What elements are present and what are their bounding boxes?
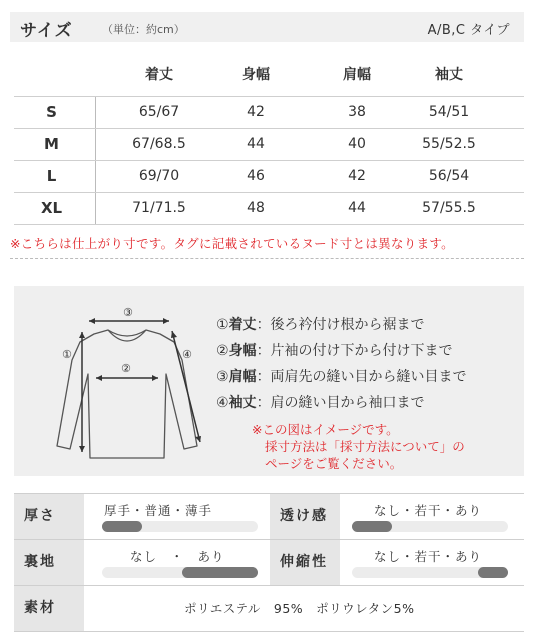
size-label: XL: [40, 199, 63, 217]
table-cell: 46: [247, 168, 265, 184]
table-cell: 42: [247, 104, 265, 120]
marker-width: ②: [121, 362, 131, 375]
measurement-name: 肩幅: [228, 369, 257, 385]
size-label: S: [46, 103, 57, 121]
table-cell: 55/52.5: [422, 136, 476, 152]
measurement-name: 着丈: [228, 317, 257, 333]
table-cell: 44: [348, 200, 366, 216]
table-cell: 56/54: [428, 168, 470, 184]
table-header-row: [14, 60, 524, 90]
row-divider: [14, 224, 524, 225]
measurement-item: [216, 314, 425, 334]
measurement-item: [216, 392, 425, 412]
measurement-desc: ：片袖の付け下から付け下まで: [256, 343, 453, 359]
sheer-options: なし・若干・あり: [374, 503, 483, 518]
arrow-head: [89, 318, 95, 324]
measurement-desc: ：後ろ衿付け根から裾まで: [256, 317, 425, 333]
table-row: [14, 97, 524, 127]
arrow-head: [96, 375, 102, 381]
measurement-name: 身幅: [228, 343, 257, 359]
marker-sleeve: ④: [182, 348, 192, 361]
measurement-desc: ：両肩先の縫い目から縫い目まで: [256, 369, 467, 385]
arrow-head: [152, 375, 158, 381]
marker-shoulder: ③: [123, 306, 133, 319]
table-cell: 57/55.5: [422, 200, 476, 216]
table-cell: 38: [348, 104, 366, 120]
measurement-num: ④: [216, 395, 229, 411]
table-cell: 54/51: [428, 104, 470, 120]
table-row: [14, 193, 524, 223]
thickness-options: 厚手・普通・薄手: [104, 503, 213, 518]
table-row: [14, 161, 524, 191]
size-label: M: [44, 135, 59, 153]
measurement-item: [216, 340, 453, 360]
table-cell: 44: [247, 136, 265, 152]
measurement-panel: [14, 286, 524, 476]
table-cell: 48: [247, 200, 265, 216]
attribute-row: [14, 540, 524, 586]
size-header-bar: [10, 12, 524, 42]
arrow-head: [163, 318, 169, 324]
table-cell: 65/67: [138, 104, 180, 120]
material-label: 素材: [14, 586, 84, 631]
lining-scale: [102, 567, 258, 578]
marker-length: ①: [62, 348, 72, 361]
measurement-item: [216, 366, 467, 386]
sheer-indicator: [352, 521, 392, 532]
table-row: [14, 129, 524, 159]
measurement-num: ③: [216, 369, 229, 385]
lining-options: なし ・ あり: [130, 549, 225, 564]
table-cell: 69/70: [138, 168, 180, 184]
arrow-head: [171, 331, 177, 338]
measurement-num: ①: [216, 317, 229, 333]
finished-size-note: ※こちらは仕上がり寸です。タグに記載されているヌード寸とは異なります。: [10, 236, 454, 251]
sheer-label: 透け感: [270, 494, 340, 539]
thickness-indicator: [102, 521, 142, 532]
arrow-head: [79, 446, 85, 452]
material-value: ポリエステル 95% ポリウレタン5%: [184, 601, 415, 616]
attribute-row: [14, 494, 524, 540]
table-cell: 40: [348, 136, 366, 152]
size-title: サイズ: [20, 21, 73, 41]
attribute-row: [14, 586, 524, 632]
table-cell: 42: [348, 168, 366, 184]
thickness-label: 厚さ: [14, 494, 84, 539]
table-cell: 71/71.5: [132, 200, 186, 216]
attributes-grid: [14, 493, 524, 631]
diagram-note-line: ページをご覧ください。: [265, 456, 403, 471]
lining-label: 裏地: [14, 540, 84, 585]
column-header-length: 着丈: [145, 67, 173, 83]
stretch-scale: [352, 567, 508, 578]
type-label: A/B,C タイプ: [427, 23, 510, 38]
size-label: L: [46, 167, 57, 185]
table-cell: 67/68.5: [132, 136, 186, 152]
shirt-diagram: [32, 298, 202, 468]
column-header-width: 身幅: [242, 67, 270, 83]
diagram-note-line: 採寸方法は「採寸方法について」の: [265, 439, 465, 454]
column-header-shoulder: 肩幅: [343, 67, 371, 83]
measurement-name: 袖丈: [228, 395, 257, 411]
dashed-divider: [10, 258, 524, 259]
measurement-desc: ：肩の縫い目から袖口まで: [256, 395, 425, 411]
unit-label: （単位：約cm）: [102, 23, 185, 36]
lining-indicator: [182, 567, 258, 578]
arrow-head: [79, 332, 85, 338]
column-header-sleeve: 袖丈: [435, 67, 463, 83]
diagram-note-line: ※この図はイメージです。: [252, 422, 399, 437]
thickness-scale: [102, 521, 258, 532]
stretch-indicator: [478, 567, 508, 578]
sheer-scale: [352, 521, 508, 532]
stretch-label: 伸縮性: [270, 540, 340, 585]
stretch-options: なし・若干・あり: [374, 549, 483, 564]
measurement-num: ②: [216, 343, 229, 359]
